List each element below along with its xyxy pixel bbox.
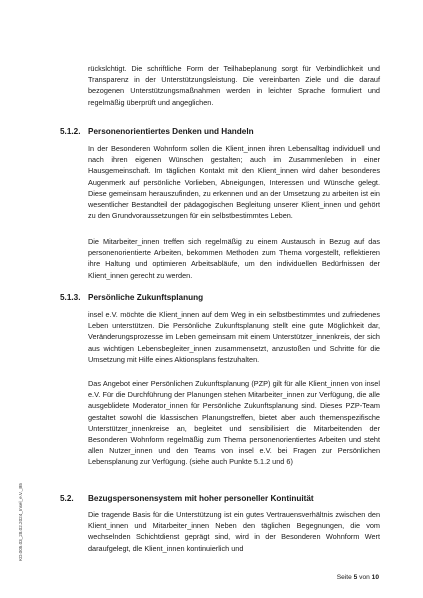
paragraph-bezugspersonen: Die tragende Basis für die Unterstützung ist ein gutes Vertrauensverhältnis zwischen den Klient_innen und Mitarbeiter_innen Neben den täglichen Begegnungen, die vom wechselnden Schichtdienst geprägt sind, wird in der Besonderen Wohnform Wert daraufgelegt, dle Klient_innen kontinuierlich und xyxy=(88,510,380,553)
paragraph-mitarbeiter: Die Mitarbeiter_innen treffen sich regelmäßig zu einem Austausch in Bezug auf das personenorientierte Arbeiten, bekommen Methoden zum Thema vorgestellt, reflektieren ihre Haltung und optimieren Arbeitsabläufe, um den individuellen Bedürfnissen der Klient_innen gerecht zu werden. xyxy=(88,237,380,280)
paragraph-zukunftsplanung: insel e.V. möchte die Klient_innen auf dem Weg in ein selbstbestimmtes und zufriedenes Leben unterstützen. Die Persönliche Zukunftsplanung stellt eine gute Möglichkeit dar, Veränderungsprozesse im Leben gemeinsam mit einem Unterstützer_innenkreis, der sich aus wichtigen Lebensbegleiter_innen zusammensetzt, anzustoßen und Schritte für die Umsetzung mit Hilfe eines Aktionsplans festzuhalten. xyxy=(88,310,380,364)
heading-5-2 xyxy=(60,493,380,504)
page-number-footer xyxy=(337,574,379,581)
heading-text: Personenorientiertes Denken und Handeln xyxy=(88,127,254,136)
paragraph-pzp-angebot: Das Angebot einer Persönlichen Zukunftsplanung (PZP) gilt für alle Klient_innen von insel e.V. Für die Durchführung der Planungen stehen Mitarbeiter_innen zur Verfügung, die alle ausgeblidete Moderator_innen für Persönliche Zukunftsplanung sind. Dieses PZP-Team gestaltet sowohl die klassischen Planungstreffen, bietet aber auch themenspezifische Unterstützer_innenkreise an, begleitet und sensibilisiert die Mitarbeitenden der Besonderen Wohnform regelmäßig zum Thema personenorientiertes Arbeiten und steht allen Nutzer_innen und den Teams von insel e.V. bei Fragen zur Persönlichen Lebensplanung zur Verfügung. (siehe auch Punkte 5.1.2 und 6) xyxy=(88,379,380,467)
footer-prefix: Seite xyxy=(336,574,352,581)
paragraph-intro: rückslchtigt. Die schriftliche Form der Teilhabeplanung sorgt für Verbindlichkeit und Transparenz in der Unterstützungsleistung. Die vereinbarten Ziele und die darauf bezogenen Unterstützungsmaßnahmen werden in leichter Sprache formuliert und regelmäßig überprüft und angeglichen. xyxy=(88,64,380,107)
document-code-sidebar: KD.005.03_28.02.2024_Insel_e.V._B5 xyxy=(18,483,23,561)
paragraph-personenorientiert: In der Besonderen Wohnform sollen die Klient_innen ihren Lebensalltag individuell und nach ihren eigenen Wünschen gestalten; auch im Zusammenleben in einer Hausgemeinschaft. Im täglichen Kontakt mit den Klient_innen wird daher besonderes Augenmerk auf persönliche Vorlieben, Abneigungen, Interessen und Wünsche gelegt. Diese gemeinsam herauszufinden, zu erkennen und an der Umsetzung zu arbeiten ist ein wesentlicher Bestandteil der pädagogischen Begleitung unserer Klient_innen und gehört zu den Grundvoraussetzungen für ein selbstbestimmtes Leben. xyxy=(88,144,380,221)
footer-total-pages: 10 xyxy=(371,574,379,581)
footer-current-page: 5 xyxy=(353,574,358,581)
footer-middle: von xyxy=(359,574,370,581)
heading-5-1-3 xyxy=(60,292,380,303)
heading-number: 5.1.2. xyxy=(60,127,81,136)
heading-text: Bezugspersonensystem mit hoher personeller Kontinuität xyxy=(88,494,314,503)
heading-text: Persönliche Zukunftsplanung xyxy=(88,293,204,302)
heading-number: 5.2. xyxy=(60,494,74,503)
heading-5-1-2 xyxy=(60,126,380,137)
heading-number: 5.1.3. xyxy=(60,293,81,302)
